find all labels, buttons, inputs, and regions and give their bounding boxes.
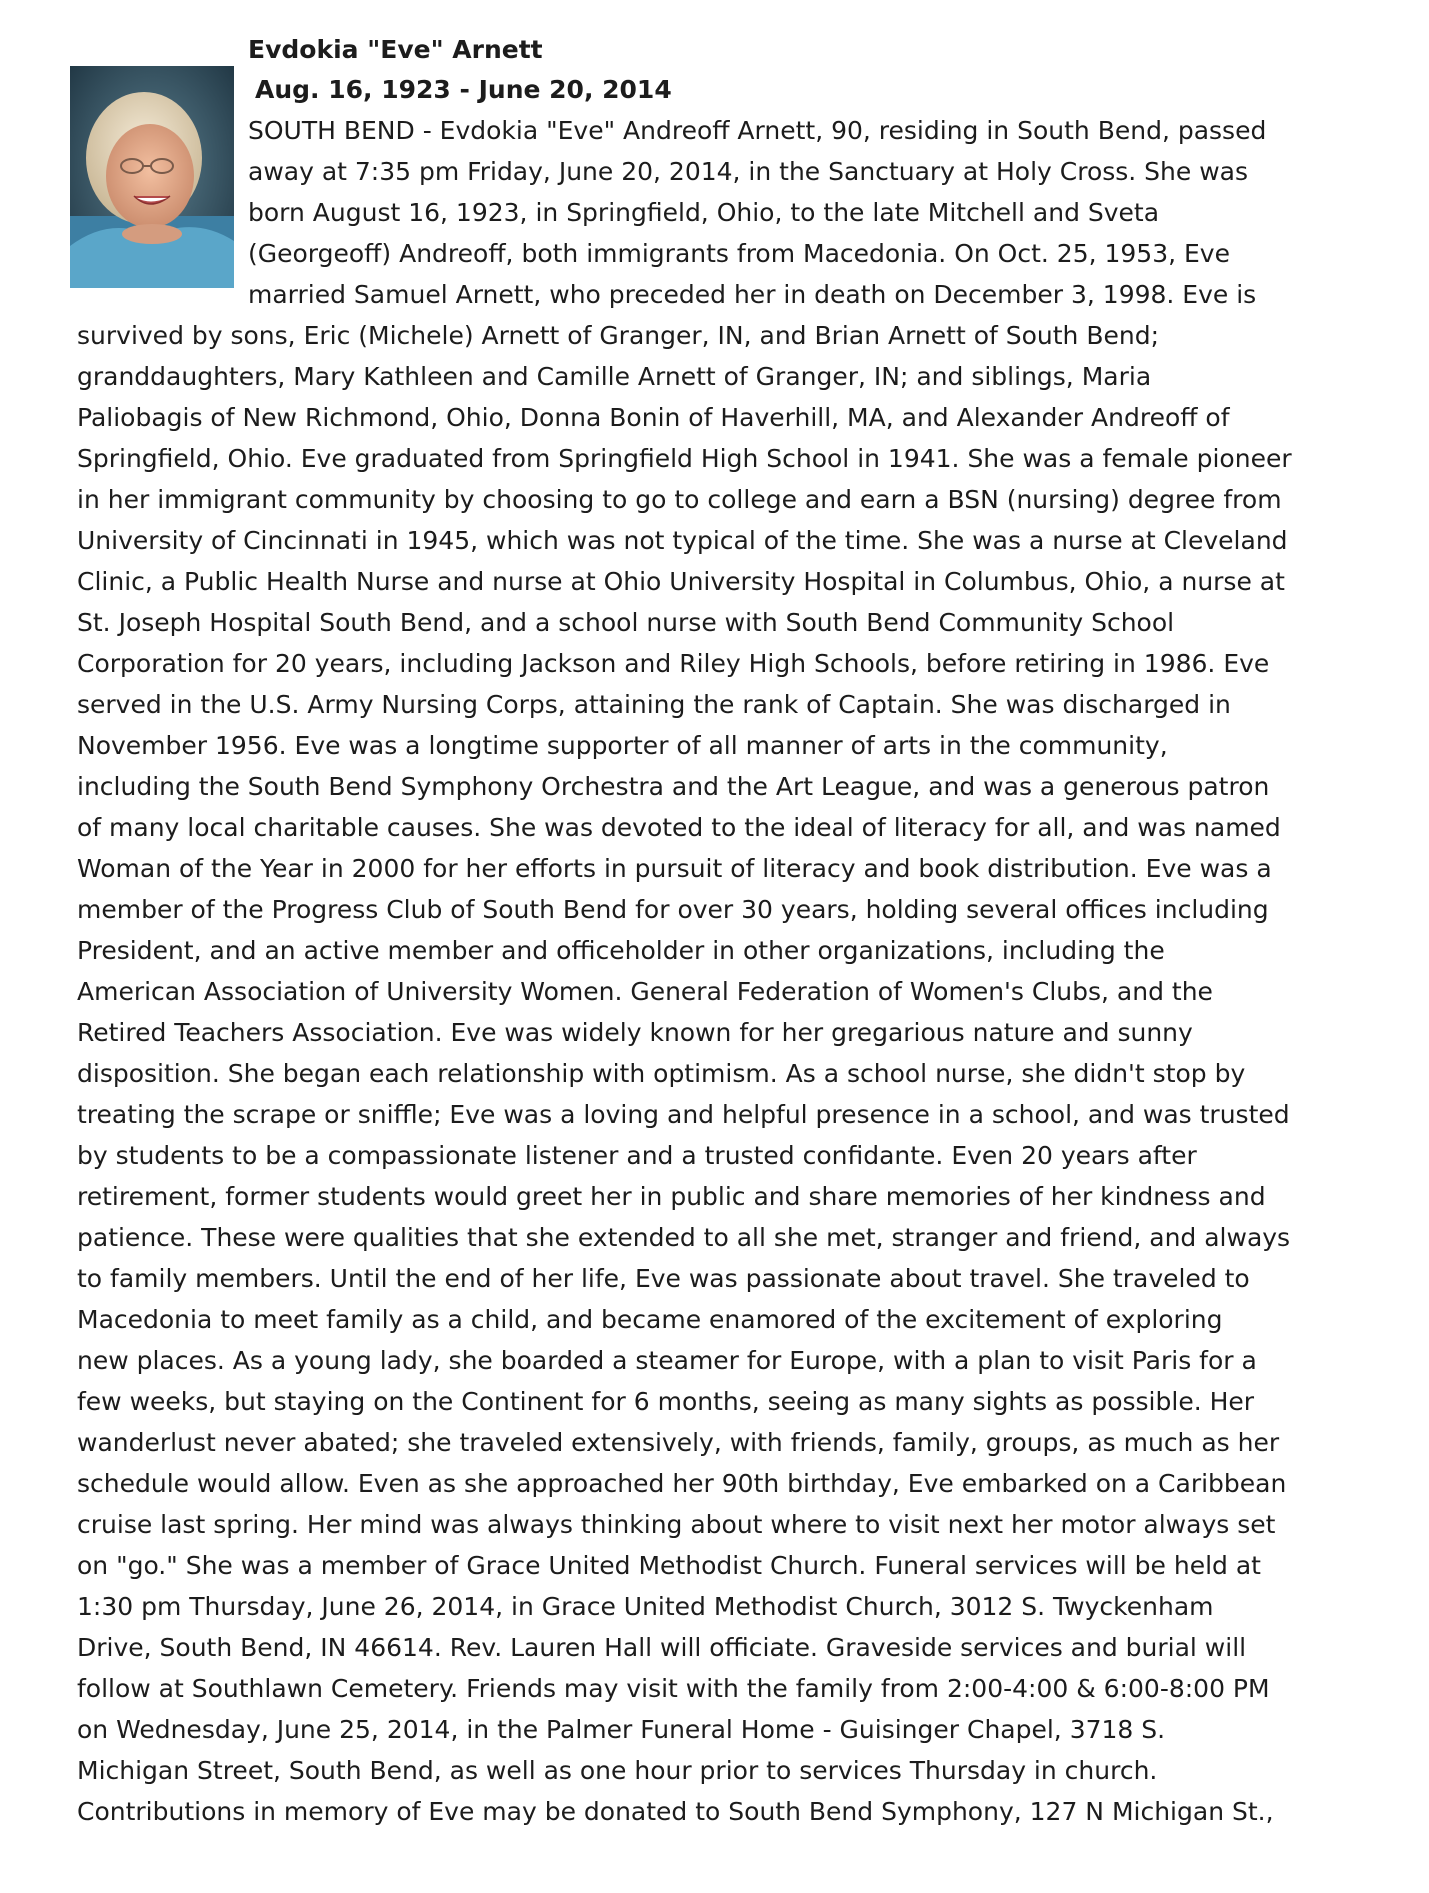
- body-line: wanderlust never abated; she traveled extensively, with friends, family, groups, as much as her: [77, 1428, 1280, 1457]
- body-line: away at 7:35 pm Friday, June 20, 2014, in the Sanctuary at Holy Cross. She was: [248, 157, 1249, 186]
- body-line: on Wednesday, June 25, 2014, in the Palmer Funeral Home - Guisinger Chapel, 3718 S.: [77, 1715, 1166, 1744]
- body-line: retirement, former students would greet her in public and share memories of her kindness and: [77, 1182, 1266, 1211]
- body-line: Springfield, Ohio. Eve graduated from Springfield High School in 1941. She was a female pioneer: [77, 444, 1292, 473]
- obituary-dates: Aug. 16, 1923 - June 20, 2014: [255, 75, 672, 104]
- portrait-image: [70, 66, 234, 288]
- body-line: November 1956. Eve was a longtime supporter of all manner of arts in the community,: [77, 731, 1168, 760]
- body-line: patience. These were qualities that she extended to all she met, stranger and friend, and always: [77, 1223, 1291, 1252]
- body-line: treating the scrape or sniffle; Eve was a loving and helpful presence in a school, and was trusted: [77, 1100, 1290, 1129]
- body-line: to family members. Until the end of her life, Eve was passionate about travel. She traveled to: [77, 1264, 1250, 1293]
- body-line: Corporation for 20 years, including Jackson and Riley High Schools, before retiring in 1986. Eve: [77, 649, 1270, 678]
- body-line: new places. As a young lady, she boarded a steamer for Europe, with a plan to visit Paris for a: [77, 1346, 1257, 1375]
- body-line: married Samuel Arnett, who preceded her in death on December 3, 1998. Eve is: [248, 280, 1257, 309]
- body-line: member of the Progress Club of South Bend for over 30 years, holding several offices including: [77, 895, 1269, 924]
- body-line: schedule would allow. Even as she approached her 90th birthday, Eve embarked on a Caribbean: [77, 1469, 1287, 1498]
- body-line: SOUTH BEND - Evdokia "Eve" Andreoff Arnett, 90, residing in South Bend, passed: [248, 116, 1267, 145]
- body-line: Paliobagis of New Richmond, Ohio, Donna Bonin of Haverhill, MA, and Alexander Andreoff of: [77, 403, 1230, 432]
- body-line: survived by sons, Eric (Michele) Arnett of Granger, IN, and Brian Arnett of South Bend;: [77, 321, 1160, 350]
- body-line: served in the U.S. Army Nursing Corps, attaining the rank of Captain. She was discharged in: [77, 690, 1231, 719]
- body-line: President, and an active member and officeholder in other organizations, including the: [77, 936, 1165, 965]
- body-line: Contributions in memory of Eve may be donated to South Bend Symphony, 127 N Michigan St.,: [77, 1797, 1274, 1826]
- body-line: follow at Southlawn Cemetery. Friends may visit with the family from 2:00-4:00 & 6:00-8:00 PM: [77, 1674, 1270, 1703]
- body-line: 1:30 pm Thursday, June 26, 2014, in Grace United Methodist Church, 3012 S. Twyckenham: [77, 1592, 1214, 1621]
- body-line: disposition. She began each relationship with optimism. As a school nurse, she didn't stop by: [77, 1059, 1246, 1088]
- body-line: Clinic, a Public Health Nurse and nurse at Ohio University Hospital in Columbus, Ohio, a nurse at: [77, 567, 1285, 596]
- body-line: in her immigrant community by choosing to go to college and earn a BSN (nursing) degree from: [77, 485, 1282, 514]
- body-line: cruise last spring. Her mind was always thinking about where to visit next her motor always set: [77, 1510, 1276, 1539]
- body-line: Woman of the Year in 2000 for her efforts in pursuit of literacy and book distribution. Eve was a: [77, 854, 1272, 883]
- body-line: few weeks, but staying on the Continent for 6 months, seeing as many sights as possible. Her: [77, 1387, 1255, 1416]
- body-line: Drive, South Bend, IN 46614. Rev. Lauren Hall will officiate. Graveside services and burial will: [77, 1633, 1247, 1662]
- portrait-photo: [70, 66, 234, 288]
- body-line: of many local charitable causes. She was devoted to the ideal of literacy for all, and was named: [77, 813, 1281, 842]
- body-line: Michigan Street, South Bend, as well as one hour prior to services Thursday in church.: [77, 1756, 1158, 1785]
- body-line: born August 16, 1923, in Springfield, Ohio, to the late Mitchell and Sveta: [248, 198, 1160, 227]
- body-line: by students to be a compassionate listener and a trusted confidante. Even 20 years after: [77, 1141, 1197, 1170]
- body-line: St. Joseph Hospital South Bend, and a school nurse with South Bend Community School: [77, 608, 1175, 637]
- body-line: including the South Bend Symphony Orchestra and the Art League, and was a generous patron: [77, 772, 1270, 801]
- body-line: on "go." She was a member of Grace United Methodist Church. Funeral services will be held at: [77, 1551, 1261, 1580]
- body-line: (Georgeoff) Andreoff, both immigrants from Macedonia. On Oct. 25, 1953, Eve: [248, 239, 1230, 268]
- body-line: Macedonia to meet family as a child, and became enamored of the excitement of exploring: [77, 1305, 1223, 1334]
- body-line: University of Cincinnati in 1945, which was not typical of the time. She was a nurse at Cleveland: [77, 526, 1288, 555]
- body-line: Retired Teachers Association. Eve was widely known for her gregarious nature and sunny: [77, 1018, 1193, 1047]
- obituary-name: Evdokia "Eve" Arnett: [248, 35, 543, 64]
- body-line: American Association of University Women. General Federation of Women's Clubs, and the: [77, 977, 1213, 1006]
- body-line: granddaughters, Mary Kathleen and Camille Arnett of Granger, IN; and siblings, Maria: [77, 362, 1152, 391]
